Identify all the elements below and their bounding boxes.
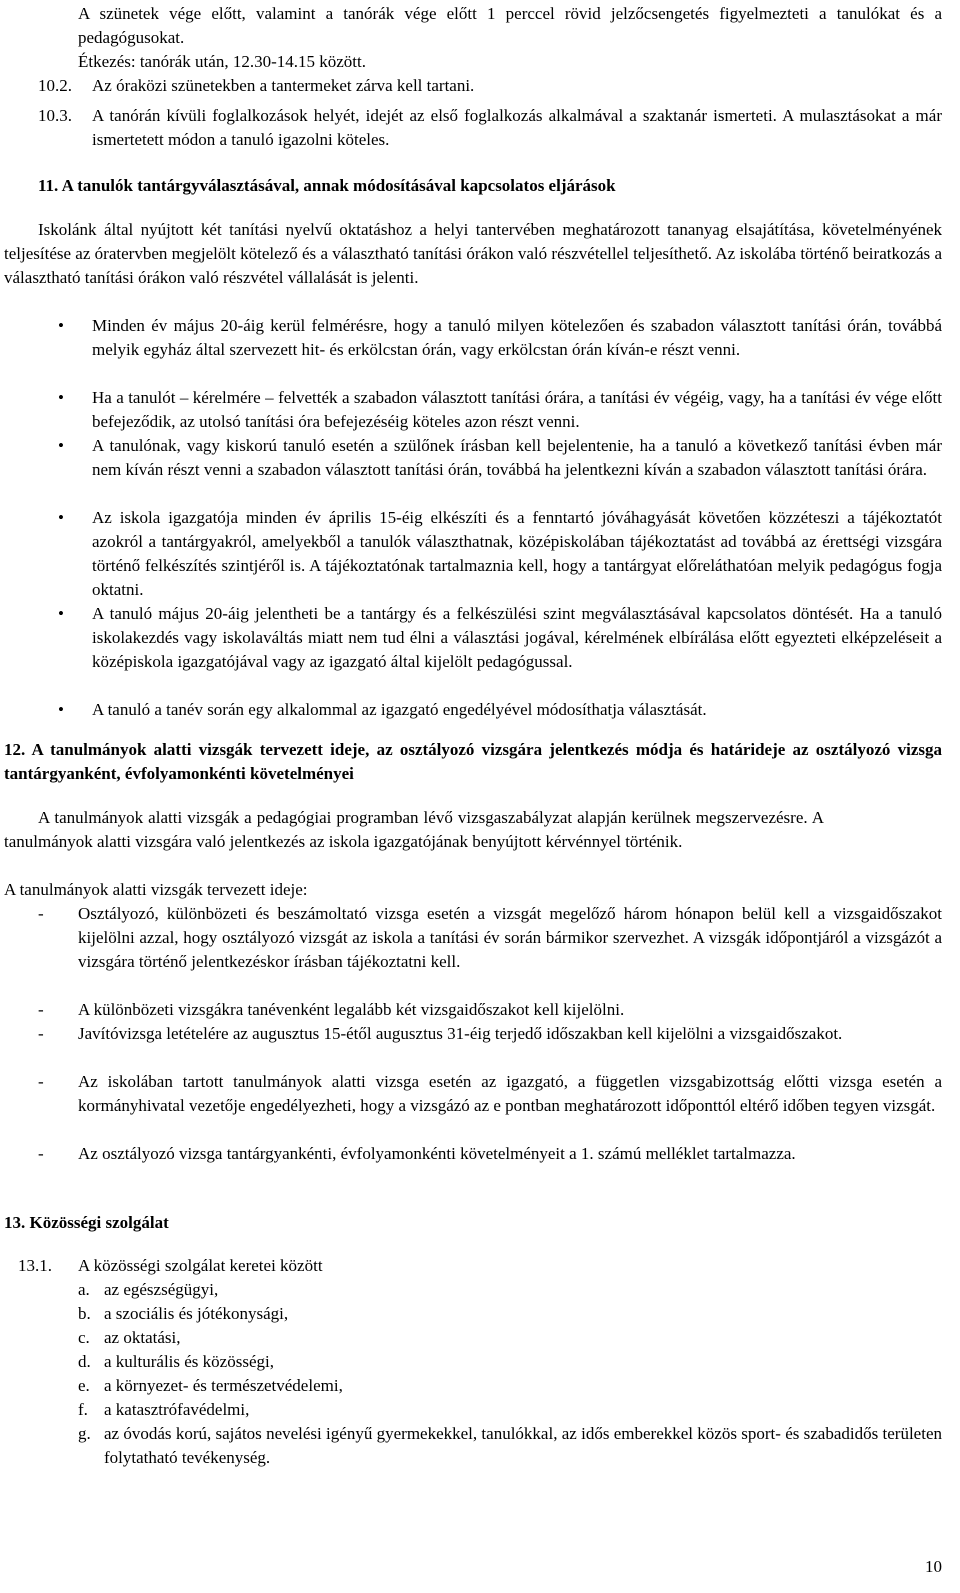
list-item: A különbözeti vizsgákra tanévenként legalább két vizsgaidőszakot kell kijelölni. (78, 1000, 625, 1019)
section-12-intro: A tanulmányok alatti vizsgák a pedagógiai programban lévő vizsgaszabályzat alapján kerülnek megszervezésre. A tanulmányok alatti vizsgára való jelentkezés az iskola igazgatójának benyújtott kérvénnyel történik. (4, 808, 824, 851)
bullet-marker: • (58, 508, 64, 527)
list-item: Az iskola igazgatója minden év április 15-éig elkészíti és a fenntartó jóváhagyását követően közzéteszi a tájékoztatót azokról a tantárgyakról, amelyekből a tanulók választhatnak, középiskolában tájékoztatást ad továbbá az érettségi vizsgára történő felkészítés szintjéről is. A tájékoztatónak tartalmaznia kell, hogy a tantárgyat előreláthatóan melyik pedagógus fogja oktatni. (92, 508, 942, 599)
dash-marker: - (38, 1024, 44, 1043)
section-12-heading: 12. A tanulmányok alatti vizsgák tervezett ideje, az osztályozó vizsgára jelentkezés módja és határideje az osztályozó vizsga tantárgyanként, évfolyamonkénti követelményei (4, 740, 942, 783)
list-item: az egészségügyi, (104, 1280, 219, 1299)
page-number: 10 (925, 1557, 942, 1576)
bullet-marker: • (58, 700, 64, 719)
dash-marker: - (38, 1144, 44, 1163)
dash-marker: - (38, 1000, 44, 1019)
list-item: Minden év május 20-áig kerül felmérésre, hogy a tanuló milyen kötelezően és szabadon választott tanítási órán, továbbá melyik egyház által szervezett hit- és erkölcstan órán, vagy erkölcstan órán kíván-e részt venni. (92, 316, 942, 359)
section-13-1-text: A közösségi szolgálat keretei között (78, 1256, 323, 1275)
dash-marker: - (38, 1072, 44, 1091)
section-10-3-text: A tanórán kívüli foglalkozások helyét, idejét az első foglalkozás alkalmával a szaktanár ismerteti. A mulasztásokat a már ismertetett módon a tanuló igazolni köteles. (92, 106, 942, 149)
section-10-3-number: 10.3. (38, 106, 72, 125)
list-item: A tanuló május 20-áig jelentheti be a tantárgy és a felkészülési szint megválasztásával kapcsolatos döntését. Ha a tanuló iskolakezdés vagy iskolaváltás miatt nem tud élni a választási jogával, kérelmének elbírálása előtt egyezteti elképzeléseit a középiskola igazgatójával vagy az igazgató által kijelölt pedagógussal. (92, 604, 942, 671)
bullet-marker: • (58, 388, 64, 407)
section-11-intro: Iskolánk által nyújtott két tanítási nyelvű oktatáshoz a helyi tantervében meghatározott tananyag elsajátítása, követelményének teljesítése az óratervben megjelölt kötelező és a választható tanítási órákon való részvétellel teljesíthető. Az iskolába történő beiratkozás a választható tanítási órákon való részvétel vállalását is jelenti. (4, 220, 942, 287)
section-10-2-number: 10.2. (38, 76, 72, 95)
section-12-label: A tanulmányok alatti vizsgák tervezett ideje: (4, 880, 308, 899)
list-letter: c. (78, 1328, 90, 1347)
list-letter: a. (78, 1280, 90, 1299)
section-11-heading: 11. A tanulók tantárgyválasztásával, annak módosításával kapcsolatos eljárások (38, 176, 616, 195)
list-letter: e. (78, 1376, 90, 1395)
list-item: a katasztrófavédelmi, (104, 1400, 250, 1419)
list-item: A tanulónak, vagy kiskorú tanuló esetén a szülőnek írásban kell bejelentenie, ha a tanuló a következő tanítási évben már nem kíván részt venni a szabadon választott tanítási órán, továbbá ha jelentkezni kíván a szabadon választott tanítási órára. (92, 436, 942, 479)
section-10-2-text: Az óraközi szünetekben a tantermeket zárva kell tartani. (92, 76, 475, 95)
list-item: az óvodás korú, sajátos nevelési igényű gyermekekkel, tanulókkal, az idős emberekkel közös sport- és szabadidős területen folytatható tevékenység. (104, 1424, 942, 1467)
list-item: A tanuló a tanév során egy alkalommal az igazgató engedélyével módosíthatja választását. (92, 700, 707, 719)
list-letter: d. (78, 1352, 91, 1371)
list-item: Javítóvizsga letételére az augusztus 15-étől augusztus 31-éig terjedő időszakban kell kijelölni a vizsgaidőszakot. (78, 1024, 843, 1043)
list-item: a környezet- és természetvédelemi, (104, 1376, 343, 1395)
bullet-marker: • (58, 316, 64, 335)
list-letter: f. (78, 1400, 88, 1419)
list-item: Az osztályozó vizsga tantárgyankénti, évfolyamonkénti követelményeit a 1. számú melléklet tartalmazza. (78, 1144, 796, 1163)
list-item: az oktatási, (104, 1328, 181, 1347)
list-item: Ha a tanulót – kérelmére – felvették a szabadon választott tanítási órára, a tanítási év végéig, vagy, ha a tanítási év vége előtt befejeződik, az utolsó tanítási óra befejezéséig köteles azon részt venni. (92, 388, 942, 431)
dash-marker: - (38, 904, 44, 923)
paragraph-meals: Étkezés: tanórák után, 12.30-14.15 között. (78, 52, 366, 71)
bullet-marker: • (58, 436, 64, 455)
list-letter: b. (78, 1304, 91, 1323)
section-13-1-number: 13.1. (18, 1256, 52, 1275)
list-letter: g. (78, 1424, 91, 1443)
list-item: Osztályozó, különbözeti és beszámoltató vizsga esetén a vizsgát megelőző három hónapon belül kell a vizsgaidőszakot kijelölni azzal, hogy osztályozó vizsgát az iskola a tanítási év során bármikor szervezhet. A vizsgák időpontjáról a vizsgázót a vizsgára történő jelentkezéskor írásban tájékoztatni kell. (78, 904, 942, 971)
list-item: Az iskolában tartott tanulmányok alatti vizsga esetén az igazgató, a független vizsgabizottság előtti vizsga esetén a kormányhivatal vezetője engedélyezheti, hogy a vizsgázó az e pontban meghatározott időponttól eltérő időben tegyen vizsgát. (78, 1072, 942, 1115)
section-13-heading: 13. Közösségi szolgálat (4, 1213, 169, 1232)
bullet-marker: • (58, 604, 64, 623)
paragraph-bells: A szünetek vége előtt, valamint a tanórák vége előtt 1 perccel rövid jelzőcsengetés figyelmezteti a tanulókat és a pedagógusokat. (78, 4, 942, 47)
list-item: a kulturális és közösségi, (104, 1352, 274, 1371)
list-item: a szociális és jótékonysági, (104, 1304, 289, 1323)
